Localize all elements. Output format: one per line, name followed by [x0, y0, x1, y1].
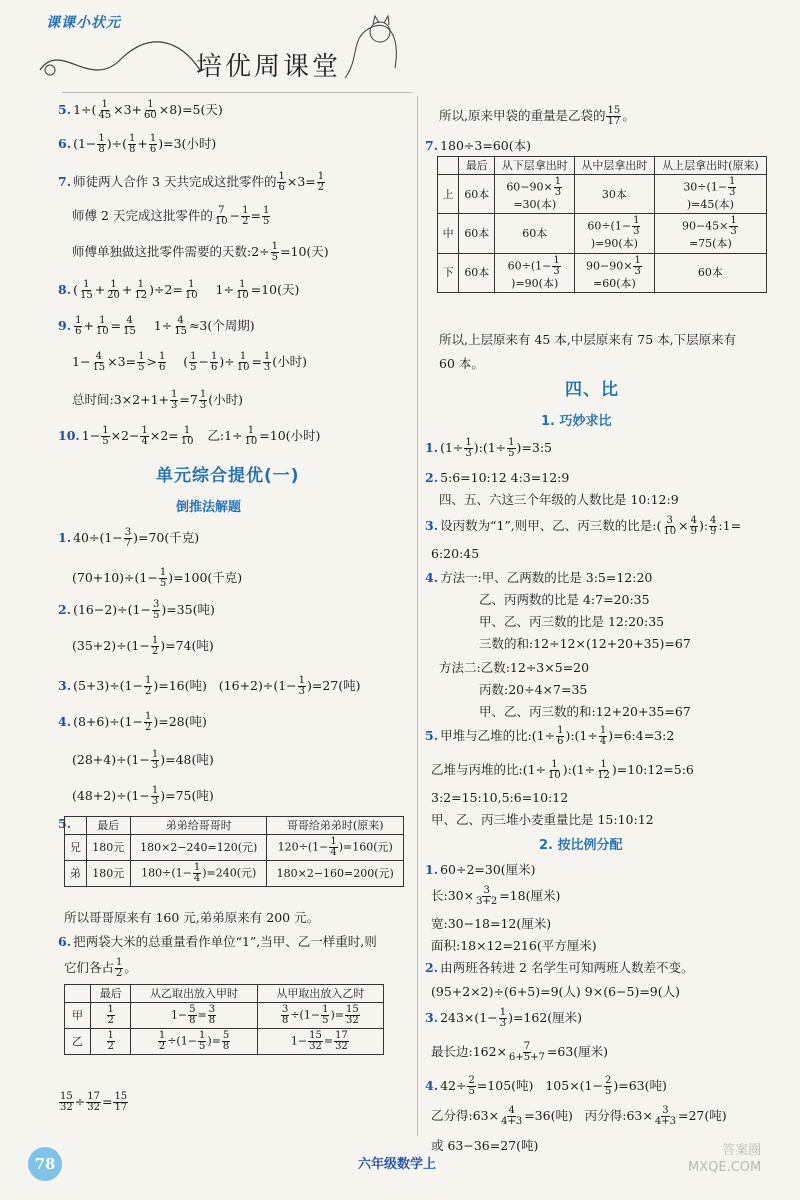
- table-header: 最后: [91, 985, 131, 1003]
- answer-b1-line4: 面积:18×12=216(平方厘米): [431, 938, 597, 953]
- answer-p2-line2: (35+2)÷(1− $\frac{1}{2}$ )=74(吨): [72, 635, 214, 657]
- answer-5: 5. 1÷( $\frac{1}{45}$ ×3+ $\frac{1}{60}$ ×8)=5(天): [58, 99, 223, 121]
- table-row: 下 60本 60÷(1− $\frac{1}{3}$ )=90(本) 90−90× $\frac{1}{3}$ =60(本) 60本: [438, 253, 767, 292]
- answer-9-line2: 1− $\frac{4}{15}$ ×3= $\frac{1}{5}$ > $\frac{1}{6}$ ( $\frac{1}{5}$ − $\frac{1}{6}$ )÷ $\frac{1}{10}$ = $\frac{1}{3}$ (小时): [72, 351, 308, 373]
- answer-s4-line7: 甲、乙、丙三数的和:12+20+35=67: [479, 704, 691, 719]
- answer-6: 6. (1− $\frac{1}{8}$ )÷( $\frac{1}{8}$ + $\frac{1}{6}$ )=3(小时): [58, 133, 217, 155]
- answer-r7: 7. 180÷3=60(本): [425, 138, 531, 153]
- answer-b4: 4. 42÷ $\frac{2}{5}$ =105(吨) 105×(1− $\frac{2}{5}$ )=63(吨): [425, 1075, 667, 1097]
- answer-b2: 2. 由两班各转进 2 名学生可知两班人数差不变。: [425, 960, 694, 975]
- answer-7-line3: 师傅单独做这批零件需要的天数:2÷ $\frac{1}{5}$ =10(天): [72, 241, 329, 263]
- table-row: 兄 180元 180×2−240=120(元) 120÷(1− $\frac{1}{4}$ )=160(元): [65, 835, 404, 861]
- answer-b1: 1. 60÷2=30(厘米): [425, 862, 536, 877]
- answer-9-line1: 9. $\frac{1}{6}$ + $\frac{1}{10}$ = $\frac{4}{15}$ 1÷ $\frac{4}{15}$ ≈3(个周期): [58, 315, 255, 337]
- answer-b3-line2: 最长边:162× $\frac{7}{6+5+7}$ =63(厘米): [431, 1041, 609, 1063]
- table-header: 最后: [86, 817, 130, 835]
- answer-p6-final: $\frac{15}{32}$ ÷ $\frac{17}{32}$ = $\frac{15}{17}$: [60, 1091, 128, 1113]
- answer-b1-line2: 长:30× $\frac{3}{3+2}$ =18(厘米): [431, 885, 561, 907]
- answer-p1-line2: (70+10)÷(1− $\frac{1}{5}$ )=100(千克): [72, 567, 243, 589]
- answer-p6-line1: 6. 把两袋大米的总重量看作单位“1”,当甲、乙一样重时,则: [58, 934, 377, 949]
- answer-s4-line4: 三数的和:12÷12×(12+20+35)=67: [479, 636, 691, 651]
- answer-p6-line2: 它们各占 $\frac{1}{2}$ 。: [64, 957, 137, 979]
- table-p6: [64, 984, 384, 1055]
- answer-p5-label: 5.: [58, 816, 72, 831]
- answer-9-line3: 总时间:3×2+1+ $\frac{1}{3}$ =7 $\frac{1}{3}$ (小时): [72, 389, 243, 411]
- answer-p4-line1: 4. (8+6)÷(1− $\frac{1}{2}$ )=28(吨): [58, 711, 207, 733]
- table-header: 从甲取出放入乙时: [257, 985, 383, 1003]
- unit-title: 单元综合提优(一): [156, 466, 300, 486]
- table-p5: [64, 816, 404, 887]
- answer-s3-line2: 6:20:45: [431, 546, 480, 561]
- answer-b4-line3: 或 63−36=27(吨): [431, 1138, 539, 1153]
- answer-s3: 3. 设丙数为“1”,则甲、乙、丙三数的比是:( $\frac{3}{10}$ × $\frac{4}{9}$ ): $\frac{4}{9}$ :1=: [425, 515, 742, 537]
- table-row: 乙 $\frac{1}{2}$ $\frac{1}{2}$ ÷(1− $\frac{1}{5}$ )= $\frac{5}{8}$ 1− $\frac{15}{32}$ = $\frac{17}{32}$: [65, 1029, 384, 1055]
- brand-logo: 课课小状元: [46, 15, 121, 31]
- table-header: 最后: [459, 157, 495, 175]
- answer-p3: 3. (5+3)÷(1− $\frac{1}{2}$ )=16(吨) (16+2)÷(1− $\frac{1}{3}$ )=27(吨): [58, 675, 361, 697]
- answer-s5-line3: 3:2=15:10,5:6=10:12: [431, 790, 569, 805]
- answer-p4-line2: (28+4)÷(1− $\frac{1}{3}$ )=48(吨): [72, 749, 214, 771]
- answer-r7-conclusion-2: 60 本。: [439, 356, 484, 371]
- table-row: 上 60本 60−90× $\frac{1}{3}$ =30(本) 30本 30÷(1− $\frac{1}{3}$ )=45(本): [438, 175, 767, 214]
- table-row: 弟 180元 180÷(1− $\frac{1}{4}$ )=240(元) 180×2−160=200(元): [65, 861, 404, 887]
- answer-s1: 1. (1÷ $\frac{1}{3}$ ):(1÷ $\frac{1}{5}$ )=3:5: [425, 437, 552, 459]
- answer-s5-line4: 甲、乙、丙三堆小麦重量比是 15:10:12: [431, 812, 654, 827]
- answer-s5-line1: 5. 甲堆与乙堆的比:(1÷ $\frac{1}{6}$ ):(1÷ $\frac{1}{4}$ )=6:4=3:2: [425, 725, 675, 747]
- method-title: 倒推法解题: [176, 500, 242, 515]
- section-title-2: 2. 按比例分配: [539, 838, 623, 853]
- table-header: 弟弟给哥哥时: [130, 817, 267, 835]
- page-title: 培优周课堂: [196, 52, 342, 82]
- chapter-title: 四、比: [565, 380, 619, 400]
- answer-s4-line6: 丙数:20÷4×7=35: [479, 682, 588, 697]
- answer-b1-line3: 宽:30−18=12(厘米): [431, 916, 552, 931]
- answer-s5-line2: 乙堆与丙堆的比:(1÷ $\frac{1}{10}$ ):(1÷ $\frac{1}{12}$ )=10:12=5:6: [431, 759, 694, 781]
- table-header: 从中层拿出时: [575, 157, 655, 175]
- answer-r7-conclusion: 所以,上层原来有 45 本,中层原来有 75 本,下层原来有: [439, 332, 737, 347]
- table-header: 哥哥给弟弟时(原来): [267, 817, 404, 835]
- answer-7-line1: 7. 师徒两人合作 3 天共完成这批零件的 $\frac{1}{6}$ ×3= $\frac{1}{2}$: [58, 171, 325, 193]
- answer-s2: 2. 5:6=10:12 4:3=12:9: [425, 470, 570, 485]
- table-r7: [437, 156, 767, 293]
- table-header: 从下层拿出时: [495, 157, 575, 175]
- answer-b3: 3. 243×(1− $\frac{1}{3}$ )=162(厘米): [425, 1007, 583, 1029]
- book-title: 六年级数学上: [358, 1157, 437, 1172]
- answer-p1-line1: 1. 40÷(1− $\frac{3}{7}$ )=70(千克): [58, 527, 200, 549]
- table-header: 从乙取出放入甲时: [131, 985, 257, 1003]
- answer-p5-conclusion: 所以哥哥原来有 160 元,弟弟原来有 200 元。: [64, 910, 320, 925]
- page-footer: [0, 1135, 800, 1200]
- answer-p4-line3: (48+2)÷(1− $\frac{1}{3}$ )=75(吨): [72, 785, 214, 807]
- table-row: 中 60本 60本 60÷(1− $\frac{1}{3}$ )=90(本) 90−45× $\frac{1}{3}$ =75(本): [438, 214, 767, 253]
- table-header: 从上层拿出时(原来): [654, 157, 766, 175]
- answer-s4-line3: 甲、乙、丙三数的比是 12:20:35: [479, 614, 665, 629]
- answer-b2-line2: (95+2×2)÷(6+5)=9(人) 9×(6−5)=9(人): [431, 984, 681, 999]
- page-number-badge: 78: [28, 1147, 62, 1181]
- answer-p2-line1: 2. (16−2)÷(1− $\frac{3}{5}$ )=35(吨): [58, 599, 215, 621]
- column-divider: [417, 96, 418, 1136]
- page-header: [0, 0, 800, 92]
- answer-8: 8. ( $\frac{1}{15}$ + $\frac{1}{20}$ + $\frac{1}{12}$ )÷2= $\frac{1}{10}$ 1÷ $\frac{1}{10}$ =10(天): [58, 279, 300, 301]
- header-rule: [62, 92, 412, 93]
- answer-s4-line5: 方法二:乙数:12÷3×5=20: [439, 660, 590, 675]
- answer-s4-line1: 4. 方法一:甲、乙两数的比是 3:5=12:20: [425, 570, 653, 585]
- section-title-1: 1. 巧妙求比: [541, 414, 612, 429]
- answer-s2-line2: 四、五、六这三个年级的人数比是 10:12:9: [439, 492, 679, 507]
- answer-10: 10. 1− $\frac{1}{5}$ ×2− $\frac{1}{4}$ ×2= $\frac{1}{10}$ 乙:1÷ $\frac{1}{10}$ =10(小时): [58, 425, 321, 447]
- table-row: 甲 $\frac{1}{2}$ 1− $\frac{5}{8}$ = $\frac{3}{8}$ $\frac{3}{8}$ ÷(1− $\frac{1}{5}$ )= $\frac{15}{32}$: [65, 1003, 384, 1029]
- decorative-swirl-icon: [30, 30, 210, 90]
- watermark: 答案圈 MXQE.COM: [688, 1143, 762, 1175]
- cat-illustration-icon: [340, 8, 410, 88]
- answer-b4-line2: 乙分得:63× $\frac{4}{4+3}$ =36(吨) 丙分得:63× $\frac{3}{4+3}$ =27(吨): [431, 1105, 727, 1127]
- answer-s4-line2: 乙、丙两数的比是 4:7=20:35: [479, 592, 650, 607]
- answer-6-conclusion: 所以,原来甲袋的重量是乙袋的 $\frac{15}{17}$ 。: [439, 105, 635, 127]
- answer-7-line2: 师傅 2 天完成这批零件的 $\frac{7}{10}$ − $\frac{1}{2}$ = $\frac{1}{5}$: [72, 205, 270, 227]
